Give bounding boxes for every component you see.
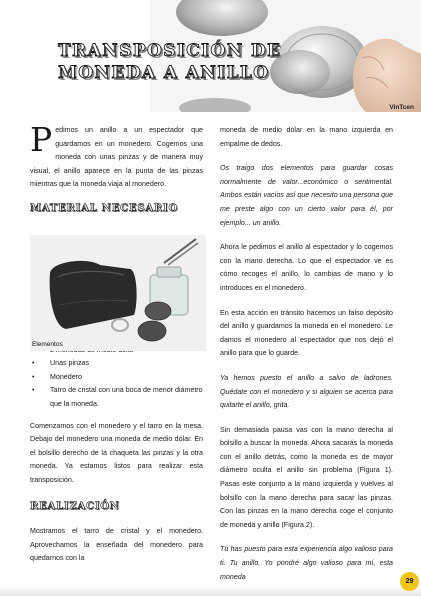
coin-image (145, 302, 171, 320)
paragraph: Sin demasiada pausa vas con la mano derecha al bolsillo a buscar la moneda. Ahora sacarás la moneda con el anillo detrás, como la moneda es de mayor diámetro oculta el anillo sin problema (Figura 1). Pasas este conjunto a la mano izquierda y vuelves al bolsillo con la mano derecha para sacar las pinzas. Con las pinzas en la mano derecha coge el conjunto de moneda y anillo (Figura 2). (220, 425, 393, 529)
material-heading: MATERIAL NECESARIO (30, 202, 179, 214)
material-list (30, 344, 203, 412)
list-item: • Monedero (30, 371, 203, 385)
article-title (58, 40, 281, 84)
list-item: • Unas pinzas (30, 357, 203, 371)
italic-paragraph: Tú has puesto para esta experiencia algo valioso para ti. Tu anillo. Yo pondré algo valioso para mí, esta moneda (220, 545, 393, 581)
bottom-shade (0, 586, 421, 596)
paragraph: moneda de medio dólar en la mano izquierda en empalme de dedos. (220, 126, 393, 148)
paragraph: En esta acción en tránsito hacemos un falso depósito del anillo y guardamos la moneda en el monedero. Le damos el monedero al espectador que nos dejó el anillo para que lo guarde. (220, 308, 393, 358)
realizacion-paragraph: Mostramos el tarro de cristal y el monedero. Aprovechamos la enseñada del monedero para quedarnos con la (30, 527, 203, 563)
hand-image (353, 39, 421, 112)
elements-photo (30, 235, 206, 351)
intro-text: edimos un anillo a un espectador que guardamos en un monedero. Cogemos una moneda con unas pinzas y de manera muy visual, el anillo aparece en la punta de las pinzas mientras que la moneda viaja al monedero. (30, 126, 203, 189)
right-column (220, 124, 393, 584)
photo-caption: Elementos (32, 341, 63, 348)
intro-paragraph (30, 120, 203, 192)
coin-image (138, 321, 166, 341)
title-line-1: TRANSPOSICIÓN DE (58, 41, 282, 61)
elements-illustration (30, 235, 206, 351)
page-number: 29 (400, 572, 419, 591)
drop-cap: P (30, 120, 53, 159)
list-item: • Tarro de cristal con una boca de menor diámetro que la moneda. (30, 384, 203, 411)
italic-paragraph: Os traigo dos elementos para guardar cosas normalmente de valor...económico o sentimental. Ambos están vacíos así que necesito una persona que me preste algo con un cierto valor para él, por ejemplo... un anillo. (220, 164, 393, 227)
italic-paragraph: Ya hemos puesto el anillo a salvo de ladrones. Quédate con el monedero y si alguien se acerca para quitarte el anillo, grita. (220, 373, 393, 410)
setup-paragraph: Comenzamos con el monedero y el tarro en la mesa. Debajo del monedero una moneda de medio dólar. En el bolsillo derecho de la chaqueta las pinzas y la otra moneda. Ya estamos listos para realizar esta transposición. (30, 421, 203, 484)
photo-credit: VinTcen (389, 104, 414, 111)
paragraph: Ahora le pedimos el anillo al espectador y lo cogemos con la mano derecha. Lo que el espectador ve es cómo recoges el anillo, lo cambias de mano y lo introduces en el monedero. (220, 243, 393, 292)
title-line-2: MONEDA A ANILLO (58, 63, 270, 83)
realizacion-heading: REALIZACIÓN (30, 500, 120, 512)
